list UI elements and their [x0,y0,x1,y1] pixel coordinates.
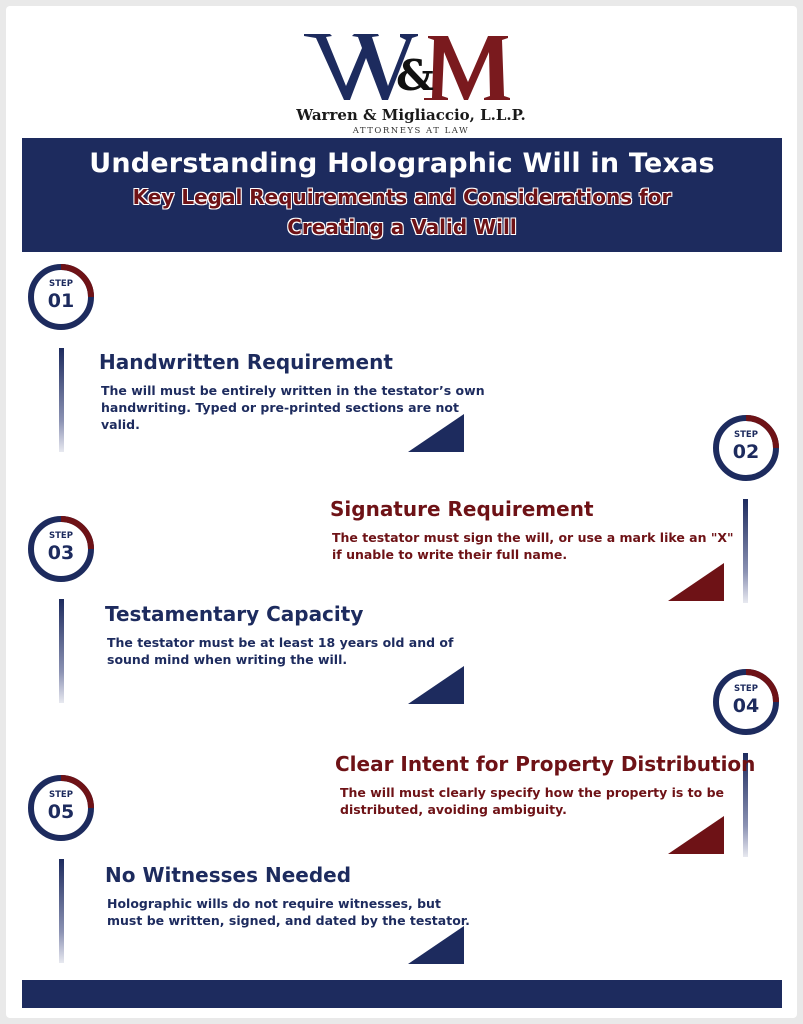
step-03-title: Testamentary Capacity [105,602,364,626]
step-04-corner-triangle [668,816,724,854]
step-01-badge [27,263,95,331]
step-number: 03 [47,542,75,564]
step-05-description: Holographic wills do not require witnesses, but must be written, signed, and dated by the testator. [107,896,470,928]
step-03-bar [59,599,64,703]
step-04-description: The will must clearly specify how the property is to be distributed, avoiding ambiguity. [340,785,725,817]
step-05-bar [59,859,64,963]
step-02-description: The testator must sign the will, or use a mark like an "X" if unable to write their full name. [332,530,734,562]
monogram-logo-icon [296,28,526,106]
step-number: 05 [47,801,75,823]
step-number: 04 [732,695,760,717]
step-label: STEP [49,531,73,541]
step-01-bar [59,348,64,452]
firm-tagline: ATTORNEYS AT LAW [352,126,470,136]
step-03-corner-triangle [408,666,464,704]
step-04-title: Clear Intent for Property Distribution [335,752,756,776]
page-subtitle: Key Legal Requirements and Considerations for Creating a Valid Will [132,185,672,239]
step-05-badge [27,774,95,842]
step-02-title: Signature Requirement [330,497,594,521]
step-label: STEP [734,430,758,440]
step-number: 01 [47,290,75,312]
step-02-badge [712,414,780,482]
step-01-description: The will must be entirely written in the testator’s own handwriting. Typed or pre-printed sections are not valid. [101,383,485,432]
step-number: 02 [732,441,760,463]
infographic-page [6,6,797,1018]
step-03-description: The testator must be at least 18 years old and of sound mind when writing the will. [107,635,454,667]
step-01-title: Handwritten Requirement [99,350,393,374]
step-02-bar [743,499,748,603]
footer-bar [22,980,782,1008]
title-banner [22,138,782,252]
step-label: STEP [49,279,73,289]
firm-name: Warren & Migliaccio, L.L.P. [296,106,526,124]
firm-logo [296,28,526,136]
page-title: Understanding Holographic Will in Texas [89,148,715,179]
step-label: STEP [49,790,73,800]
step-03-badge [27,515,95,583]
svg-text:&: & [396,51,434,100]
step-04-badge [712,668,780,736]
step-02-corner-triangle [668,563,724,601]
step-05-title: No Witnesses Needed [105,863,352,887]
step-05-corner-triangle [408,926,464,964]
step-01-corner-triangle [408,414,464,452]
step-label: STEP [734,684,758,694]
